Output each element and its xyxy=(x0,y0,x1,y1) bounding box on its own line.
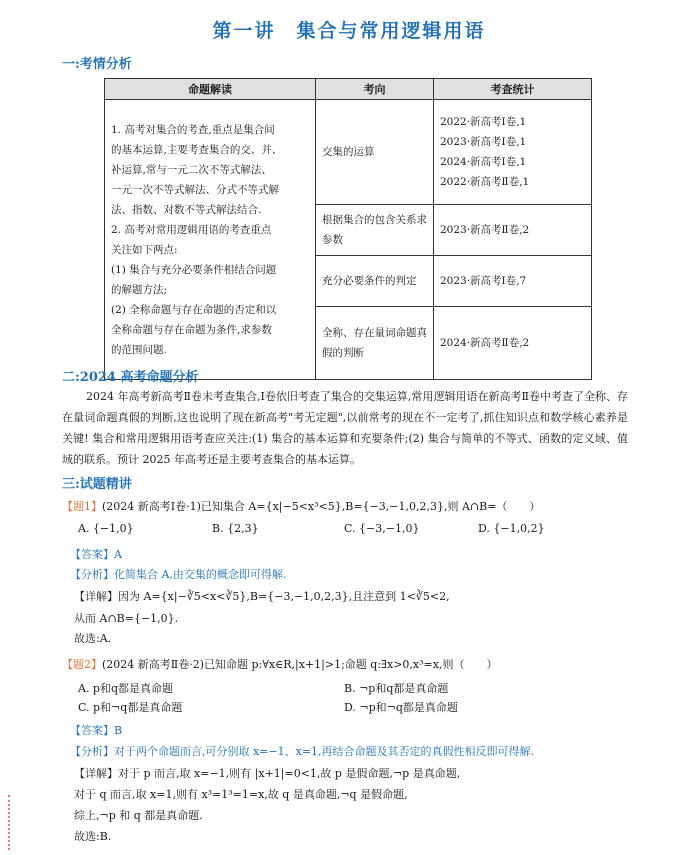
analysis-note: 【分析】对于两个命题而言,可分别取 x=−1、x=1,再结合命题及其否定的真假性相反即可得解. xyxy=(70,745,535,758)
page-title: 第一讲 集合与常用逻辑用语 xyxy=(212,20,486,42)
option-b: B. {2,3} xyxy=(212,522,259,535)
statistics-cell: 2023·新高考Ⅱ卷,2 xyxy=(434,205,592,256)
option-b: B. ¬p和q都是真命题 xyxy=(344,682,449,695)
question-stem: (2024 新高考Ⅱ卷·2)已知命题 p:∀x∈R,|x+1|>1;命题 q:∃x>0,x³=x,则（ ） xyxy=(102,658,498,671)
text-line: 全称命题与存在命题为条件,求参数 xyxy=(111,323,272,336)
text-line: 的解题方法; xyxy=(111,283,168,296)
option-d: D. {−1,0,2} xyxy=(478,522,545,535)
question-2 xyxy=(62,656,497,672)
margin-dots xyxy=(8,795,13,850)
interpretation-cell xyxy=(105,100,316,380)
text-line: 的基本运算,主要考查集合的交、并、 xyxy=(111,143,283,156)
text-line: 一元一次不等式解法、分式不等式解 xyxy=(111,183,279,196)
text-line: 2. 高考对常用逻辑用语的考查重点 xyxy=(111,223,272,236)
stat-line: 2024·新高考Ⅰ卷,1 xyxy=(440,156,527,168)
answer-label: 【答案】B xyxy=(70,724,123,737)
table-header-row xyxy=(105,79,592,100)
solution-line: 从而 A∩B={−1,0}. xyxy=(74,612,179,625)
option-d: D. ¬p和¬q都是真命题 xyxy=(344,701,458,714)
stat-line: 2022·新高考Ⅱ卷,1 xyxy=(440,176,530,188)
stat-line: 2023·新高考Ⅰ卷,1 xyxy=(440,136,527,148)
statistics-cell: 2024·新高考Ⅱ卷,2 xyxy=(434,307,592,380)
solution-line: 【详解】对于 p 而言,取 x=−1,则有 |x+1|=0<1,故 p 是假命题,¬p 是真命题, xyxy=(74,767,461,780)
table-header: 考查统计 xyxy=(434,79,592,100)
direction-cell: 交集的运算 xyxy=(316,100,434,205)
table-header: 考向 xyxy=(316,79,434,100)
table-row xyxy=(105,100,592,205)
table-header: 命题解读 xyxy=(105,79,316,100)
stat-line: 2022·新高考Ⅰ卷,1 xyxy=(440,116,527,128)
text-line: (1) 集合与充分必要条件相结合问题 xyxy=(111,263,277,276)
question-stem: (2024 新高考Ⅰ卷·1)已知集合 A={x|−5<x³<5},B={−3,−1,0,2,3},则 A∩B=（ ） xyxy=(102,500,541,513)
solution-line: 【详解】因为 A={x|−∛5<x<∛5},B={−3,−1,0,2,3},且注意到 1<∛5<2, xyxy=(74,590,450,603)
solution-line: 对于 q 而言,取 x=1,则有 x³=1³=1=x,故 q 是真命题,¬q 是假命题, xyxy=(74,788,408,801)
statistics-cell: 2023·新高考Ⅰ卷,7 xyxy=(434,256,592,307)
statistics-cell xyxy=(434,100,592,205)
direction-cell: 根据集合的包含关系求参数 xyxy=(316,205,434,256)
section-heading-exercises: 三:试题精讲 xyxy=(62,477,132,492)
option-c: C. {−3,−1,0} xyxy=(344,522,420,535)
exam-analysis-table xyxy=(104,78,592,380)
section-heading-2024: 二:2024 高考命题分析 xyxy=(62,370,199,385)
text-line: 补运算,常与一元二次不等式解法、 xyxy=(111,163,272,176)
direction-cell: 全称、存在量词命题真假的判断 xyxy=(316,307,434,380)
question-tag: 【题1】 xyxy=(62,500,102,513)
question-1 xyxy=(62,498,540,514)
option-a: A. p和q都是真命题 xyxy=(78,682,174,695)
question-tag: 【题2】 xyxy=(62,658,102,671)
option-c: C. p和¬q都是真命题 xyxy=(78,701,183,714)
analysis-paragraph: 2024 年高考新高考Ⅱ卷未考查集合,Ⅰ卷依旧考查了集合的交集运算,常用逻辑用语在新高考Ⅱ卷中考查了全称、存在量词命题真假的判断,这也说明了现在新高考"考无定题",以前常考的现在不一定考了,抓住知识点和数学核心素养是关键! 集合和常用逻辑用语考查应关注:(1) 集合的基本运算和充要条件;(2) 集合与简单的不等式、函数的定义域、值域的联系。预计 2025 年高考还是主要考查集合的基本运算。 xyxy=(62,390,628,466)
text-line: 关注如下两点: xyxy=(111,243,178,256)
section-heading-analysis: 一:考情分析 xyxy=(62,57,132,72)
solution-line: 综上,¬p 和 q 都是真命题. xyxy=(74,809,203,822)
answer-label: 【答案】A xyxy=(70,548,122,561)
text-line: 1. 高考对集合的考查,重点是集合间 xyxy=(111,123,275,136)
text-line: 的范围问题. xyxy=(111,343,167,356)
solution-line: 故选:A. xyxy=(74,632,112,645)
text-line: 法、指数、对数不等式解法结合. xyxy=(111,203,262,216)
solution-line: 故选:B. xyxy=(74,830,112,843)
option-a: A. {−1,0} xyxy=(78,522,134,535)
direction-cell: 充分必要条件的判定 xyxy=(316,256,434,307)
text-line: (2) 全称命题与存在命题的否定和以 xyxy=(111,303,277,316)
analysis-note: 【分析】化简集合 A,由交集的概念即可得解. xyxy=(70,568,287,581)
